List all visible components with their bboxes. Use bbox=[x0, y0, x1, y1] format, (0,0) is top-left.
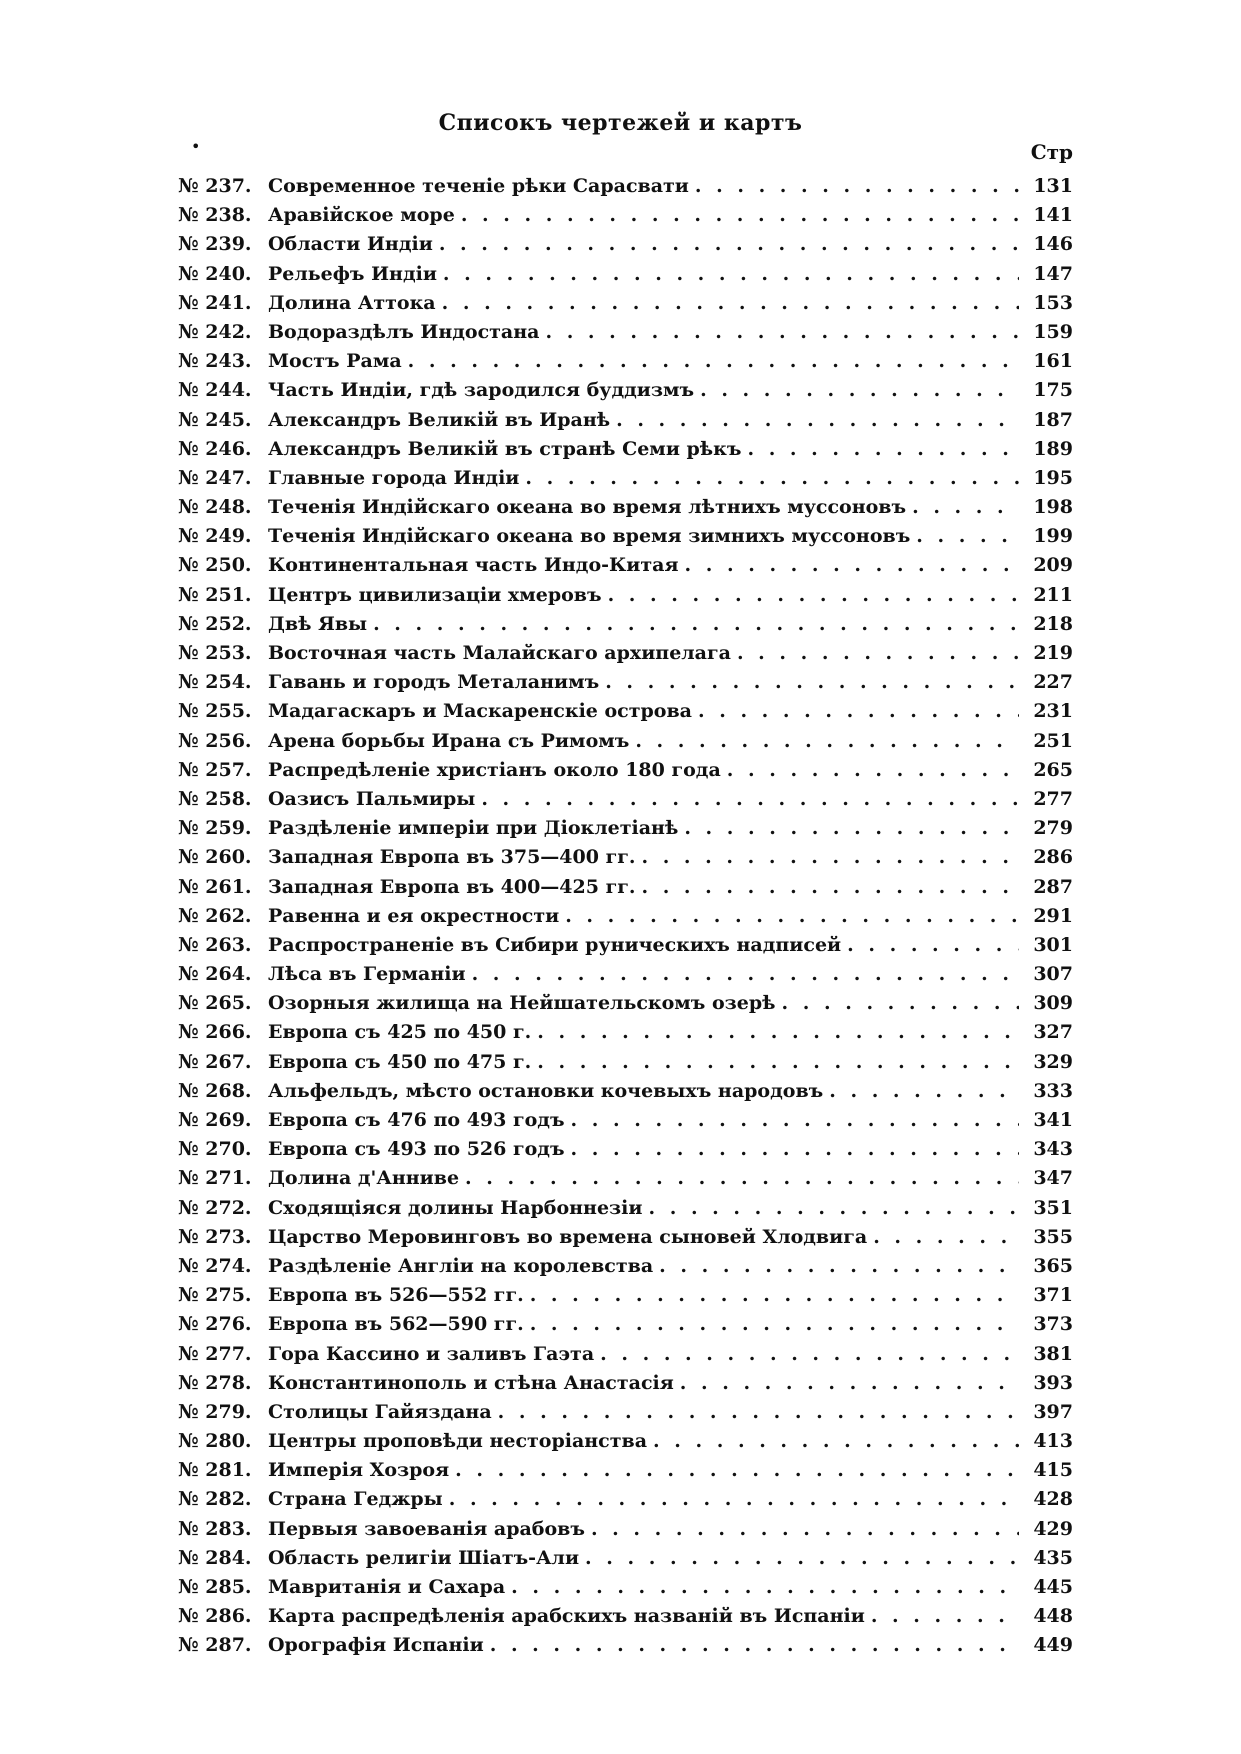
dot-leader bbox=[545, 318, 1019, 347]
entry-title: Страна Геджры bbox=[268, 1488, 443, 1511]
dot-leader bbox=[439, 230, 1019, 259]
dot-leader bbox=[684, 814, 1019, 843]
toc-entry bbox=[178, 318, 1073, 347]
dot-leader bbox=[525, 464, 1019, 493]
entry-page-number: 301 bbox=[1033, 933, 1073, 956]
entry-page-number: 341 bbox=[1033, 1109, 1073, 1131]
entry-number: № 257. bbox=[178, 758, 252, 781]
entry-title: Европа въ 562—590 гг. bbox=[268, 1313, 524, 1336]
toc-entry bbox=[178, 1048, 1073, 1077]
entry-number: № 247. bbox=[178, 466, 252, 489]
entry-number: № 248. bbox=[178, 496, 252, 519]
entry-page-number: 187 bbox=[1033, 408, 1073, 431]
entry-number: № 277. bbox=[178, 1342, 252, 1365]
entry-number: № 237. bbox=[178, 175, 252, 197]
toc-entry bbox=[178, 1573, 1073, 1602]
entry-number: № 263. bbox=[178, 933, 252, 956]
dot-leader bbox=[782, 989, 1019, 1018]
dot-leader bbox=[871, 1602, 1019, 1631]
entry-title: Европа съ 476 по 493 годъ bbox=[268, 1109, 565, 1131]
dot-leader bbox=[737, 639, 1019, 668]
entry-number: № 271. bbox=[178, 1167, 252, 1190]
entry-page-number: 231 bbox=[1033, 700, 1073, 723]
entry-page-number: 131 bbox=[1033, 175, 1073, 197]
entry-page-number: 429 bbox=[1033, 1517, 1073, 1540]
dot-leader bbox=[641, 873, 1019, 902]
entry-page-number: 333 bbox=[1033, 1079, 1073, 1102]
toc-entry bbox=[178, 843, 1073, 872]
entry-title: Европа съ 450 по 475 г. bbox=[268, 1050, 532, 1073]
entry-page-number: 435 bbox=[1033, 1546, 1073, 1569]
entry-page-number: 365 bbox=[1033, 1254, 1073, 1277]
dot-leader bbox=[537, 1018, 1019, 1047]
entry-number: № 264. bbox=[178, 963, 252, 986]
entry-number: № 241. bbox=[178, 291, 252, 314]
entry-title: Орографія Испаніи bbox=[268, 1634, 484, 1657]
toc-entry bbox=[178, 230, 1073, 259]
dot-leader bbox=[847, 931, 1019, 960]
entry-number: № 242. bbox=[178, 320, 252, 343]
entry-page-number: 147 bbox=[1033, 262, 1073, 285]
dot-leader bbox=[653, 1427, 1019, 1456]
toc-entry bbox=[178, 1310, 1073, 1339]
entry-page-number: 198 bbox=[1033, 496, 1073, 519]
entry-title: Гавань и городъ Металанимъ bbox=[268, 671, 600, 694]
entry-title: Мавританія и Сахара bbox=[268, 1576, 506, 1598]
entry-page-number: 218 bbox=[1033, 612, 1073, 635]
toc-entry bbox=[178, 1427, 1073, 1456]
toc-entry bbox=[178, 551, 1073, 580]
entry-number: № 269. bbox=[178, 1109, 252, 1131]
entry-number: № 255. bbox=[178, 700, 252, 723]
toc-entry bbox=[178, 1398, 1073, 1427]
toc-entry bbox=[178, 201, 1073, 230]
entry-page-number: 141 bbox=[1033, 204, 1073, 227]
dot-leader bbox=[461, 201, 1019, 230]
toc-entry bbox=[178, 610, 1073, 639]
entry-title: Лѣса въ Германіи bbox=[268, 963, 466, 986]
entry-number: № 256. bbox=[178, 729, 252, 752]
dot-leader bbox=[511, 1573, 1019, 1602]
entry-number: № 283. bbox=[178, 1517, 252, 1540]
toc-entry bbox=[178, 289, 1073, 318]
entry-number: № 261. bbox=[178, 875, 252, 898]
entry-page-number: 448 bbox=[1033, 1605, 1073, 1628]
entry-number: № 252. bbox=[178, 612, 252, 635]
entry-page-number: 307 bbox=[1033, 963, 1073, 986]
entry-number: № 253. bbox=[178, 642, 252, 664]
bullet-mark: • bbox=[191, 137, 201, 156]
entry-page-number: 445 bbox=[1033, 1576, 1073, 1598]
dot-leader bbox=[585, 1544, 1019, 1573]
entry-title: Столицы Гайяздана bbox=[268, 1400, 492, 1423]
dot-leader bbox=[698, 697, 1019, 726]
entry-title: Равенна и ея окрестности bbox=[268, 904, 560, 927]
entry-page-number: 279 bbox=[1033, 817, 1073, 840]
toc-entry bbox=[178, 902, 1073, 931]
dot-leader bbox=[442, 289, 1019, 318]
entry-number: № 272. bbox=[178, 1196, 252, 1219]
toc-entry bbox=[178, 1194, 1073, 1223]
toc-entry bbox=[178, 172, 1073, 201]
toc-entry bbox=[178, 1631, 1073, 1660]
dot-leader bbox=[912, 493, 1019, 522]
toc-entry bbox=[178, 639, 1073, 668]
entry-number: № 249. bbox=[178, 525, 252, 548]
toc-entry bbox=[178, 873, 1073, 902]
toc-entry bbox=[178, 1456, 1073, 1485]
dot-leader bbox=[443, 260, 1019, 289]
dot-leader bbox=[616, 406, 1019, 435]
toc-entry bbox=[178, 1164, 1073, 1193]
toc-entry bbox=[178, 1515, 1073, 1544]
entry-title: Центръ цивилизаціи хмеровъ bbox=[268, 583, 602, 606]
entry-number: № 262. bbox=[178, 904, 252, 927]
entry-number: № 244. bbox=[178, 379, 252, 402]
entry-title: Распредѣленіе христіанъ около 180 года bbox=[268, 758, 721, 781]
entry-page-number: 393 bbox=[1033, 1371, 1073, 1394]
toc-entry bbox=[178, 406, 1073, 435]
entry-page-number: 153 bbox=[1033, 291, 1073, 314]
toc-entry bbox=[178, 756, 1073, 785]
entry-number: № 274. bbox=[178, 1254, 252, 1277]
toc-entry bbox=[178, 1252, 1073, 1281]
entry-title: Европа съ 425 по 450 г. bbox=[268, 1021, 532, 1044]
dot-leader bbox=[635, 727, 1019, 756]
dot-leader bbox=[530, 1281, 1019, 1310]
toc-entry bbox=[178, 435, 1073, 464]
entry-page-number: 227 bbox=[1033, 671, 1073, 694]
entry-title: Восточная часть Малайскаго архипелага bbox=[268, 642, 731, 664]
dot-leader bbox=[571, 1135, 1019, 1164]
entry-number: № 276. bbox=[178, 1313, 252, 1336]
entry-title: Рельефъ Индіи bbox=[268, 262, 437, 285]
dot-leader bbox=[465, 1164, 1019, 1193]
entry-title: Александръ Великій въ странѣ Семи рѣкъ bbox=[268, 437, 742, 460]
toc-entry bbox=[178, 697, 1073, 726]
entry-page-number: 287 bbox=[1033, 875, 1073, 898]
dot-leader bbox=[685, 551, 1019, 580]
toc-entry bbox=[178, 960, 1073, 989]
entry-page-number: 397 bbox=[1033, 1400, 1073, 1423]
entry-title: Долина Аттока bbox=[268, 291, 436, 314]
dot-leader bbox=[680, 1369, 1019, 1398]
entry-title: Водораздѣлъ Индостана bbox=[268, 320, 540, 343]
entry-title: Оазисъ Пальмиры bbox=[268, 787, 476, 810]
entry-title: Двѣ Явы bbox=[268, 612, 368, 635]
dot-leader bbox=[455, 1456, 1019, 1485]
toc-entry bbox=[178, 1106, 1073, 1135]
entry-number: № 243. bbox=[178, 350, 252, 373]
toc-entry bbox=[178, 1485, 1073, 1514]
entry-title: Имперія Хозроя bbox=[268, 1459, 450, 1482]
entry-title: Часть Индіи, гдѣ зародился буддизмъ bbox=[268, 379, 695, 402]
entry-number: № 265. bbox=[178, 992, 252, 1015]
toc-entry bbox=[178, 1602, 1073, 1631]
page-column-header: Стр bbox=[1030, 140, 1073, 164]
toc-entry bbox=[178, 376, 1073, 405]
entry-page-number: 329 bbox=[1033, 1050, 1073, 1073]
entry-page-number: 327 bbox=[1033, 1021, 1073, 1044]
entry-title: Области Индіи bbox=[268, 233, 433, 256]
entry-page-number: 161 bbox=[1033, 350, 1073, 373]
entry-title: Континентальная часть Индо-Китая bbox=[268, 554, 679, 577]
entry-number: № 251. bbox=[178, 583, 252, 606]
entry-page-number: 355 bbox=[1033, 1225, 1073, 1248]
toc-entry bbox=[178, 347, 1073, 376]
dot-leader bbox=[472, 960, 1019, 989]
entry-title: Центры проповѣди несторіанства bbox=[268, 1430, 648, 1453]
entry-page-number: 309 bbox=[1033, 992, 1073, 1015]
dot-leader bbox=[605, 668, 1019, 697]
toc-entry bbox=[178, 1544, 1073, 1573]
toc-entry bbox=[178, 785, 1073, 814]
entry-number: № 267. bbox=[178, 1050, 252, 1073]
dot-leader bbox=[600, 1340, 1019, 1369]
entry-title: Аравійское море bbox=[268, 204, 455, 227]
entry-title: Арена борьбы Ирана съ Римомъ bbox=[268, 729, 630, 752]
entry-number: № 275. bbox=[178, 1284, 252, 1307]
dot-leader bbox=[727, 756, 1019, 785]
entry-page-number: 373 bbox=[1033, 1313, 1073, 1336]
entry-page-number: 428 bbox=[1033, 1488, 1073, 1511]
dot-leader bbox=[873, 1223, 1019, 1252]
entry-page-number: 343 bbox=[1033, 1138, 1073, 1161]
entry-title: Теченія Индійскаго океана во время лѣтнихъ муссоновъ bbox=[268, 496, 907, 519]
dot-leader bbox=[747, 435, 1019, 464]
dot-leader bbox=[695, 172, 1019, 201]
entry-number: № 239. bbox=[178, 233, 252, 256]
toc-entry bbox=[178, 1223, 1073, 1252]
page-title: Списокъ чертежей и картъ bbox=[438, 110, 803, 136]
entry-title: Теченія Индійскаго океана во время зимнихъ муссоновъ bbox=[268, 525, 911, 548]
toc-entry bbox=[178, 493, 1073, 522]
entry-number: № 245. bbox=[178, 408, 252, 431]
entry-number: № 284. bbox=[178, 1546, 252, 1569]
entry-title: Распространеніе въ Сибири руническихъ надписей bbox=[268, 933, 842, 956]
entry-page-number: 415 bbox=[1033, 1459, 1073, 1482]
entry-page-number: 381 bbox=[1033, 1342, 1073, 1365]
entry-number: № 240. bbox=[178, 262, 252, 285]
entry-title: Константинополь и стѣна Анастасія bbox=[268, 1371, 674, 1394]
toc-entry bbox=[178, 1135, 1073, 1164]
entry-number: № 273. bbox=[178, 1225, 252, 1248]
entry-page-number: 251 bbox=[1033, 729, 1073, 752]
entry-page-number: 291 bbox=[1033, 904, 1073, 927]
dot-leader bbox=[565, 902, 1019, 931]
toc-entry bbox=[178, 522, 1073, 551]
toc-entry bbox=[178, 1077, 1073, 1106]
entry-title: Западная Европа въ 400—425 гг. bbox=[268, 875, 636, 898]
entry-number: № 270. bbox=[178, 1138, 252, 1161]
entry-title: Альфельдъ, мѣсто остановки кочевыхъ народовъ bbox=[268, 1079, 824, 1102]
entry-page-number: 175 bbox=[1033, 379, 1073, 402]
entry-title: Мостъ Рама bbox=[268, 350, 402, 373]
entry-title: Европа съ 493 по 526 годъ bbox=[268, 1138, 565, 1161]
entry-number: № 280. bbox=[178, 1430, 252, 1453]
entry-number: № 282. bbox=[178, 1488, 252, 1511]
dot-leader bbox=[373, 610, 1019, 639]
entry-page-number: 449 bbox=[1033, 1634, 1073, 1657]
dot-leader bbox=[641, 843, 1019, 872]
dot-leader bbox=[608, 581, 1019, 610]
entry-number: № 254. bbox=[178, 671, 252, 694]
dot-leader bbox=[449, 1485, 1019, 1514]
toc-entry bbox=[178, 464, 1073, 493]
entry-number: № 268. bbox=[178, 1079, 252, 1102]
toc-entry bbox=[178, 668, 1073, 697]
toc-entry bbox=[178, 1281, 1073, 1310]
entry-page-number: 199 bbox=[1033, 525, 1073, 548]
entry-title: Сходящіяся долины Нарбоннезіи bbox=[268, 1196, 643, 1219]
entry-number: № 266. bbox=[178, 1021, 252, 1044]
entry-title: Гора Кассино и заливъ Гаэта bbox=[268, 1342, 595, 1365]
entry-number: № 281. bbox=[178, 1459, 252, 1482]
toc-entry bbox=[178, 727, 1073, 756]
dot-leader bbox=[571, 1106, 1019, 1135]
entry-page-number: 286 bbox=[1033, 846, 1073, 869]
entry-number: № 279. bbox=[178, 1400, 252, 1423]
entry-page-number: 209 bbox=[1033, 554, 1073, 577]
entry-page-number: 159 bbox=[1033, 320, 1073, 343]
entry-page-number: 195 bbox=[1033, 466, 1073, 489]
entry-page-number: 347 bbox=[1033, 1167, 1073, 1190]
dot-leader bbox=[648, 1194, 1019, 1223]
toc-entry bbox=[178, 1369, 1073, 1398]
dot-leader bbox=[537, 1048, 1019, 1077]
entry-title: Царство Меровинговъ во времена сыновей Хлодвига bbox=[268, 1225, 868, 1248]
entry-number: № 246. bbox=[178, 437, 252, 460]
dot-leader bbox=[481, 785, 1019, 814]
entry-title: Область религіи Шіатъ-Али bbox=[268, 1546, 580, 1569]
toc-entry bbox=[178, 581, 1073, 610]
entry-number: № 287. bbox=[178, 1634, 252, 1657]
entry-number: № 260. bbox=[178, 846, 252, 869]
dot-leader bbox=[490, 1631, 1019, 1660]
dot-leader bbox=[498, 1398, 1019, 1427]
dot-leader bbox=[591, 1515, 1019, 1544]
entry-page-number: 189 bbox=[1033, 437, 1073, 460]
entry-title: Современное теченіе рѣки Сарасвати bbox=[268, 175, 689, 197]
entry-title: Александръ Великій въ Иранѣ bbox=[268, 408, 611, 431]
dot-leader bbox=[700, 376, 1019, 405]
toc-entry bbox=[178, 814, 1073, 843]
entry-page-number: 371 bbox=[1033, 1284, 1073, 1307]
toc-entry bbox=[178, 1018, 1073, 1047]
toc-entry bbox=[178, 1340, 1073, 1369]
entry-number: № 238. bbox=[178, 204, 252, 227]
entry-page-number: 277 bbox=[1033, 787, 1073, 810]
toc-entry bbox=[178, 931, 1073, 960]
entry-number: № 250. bbox=[178, 554, 252, 577]
entry-number: № 286. bbox=[178, 1605, 252, 1628]
entry-title: Раздѣленіе имперіи при Діоклетіанѣ bbox=[268, 817, 679, 840]
entry-title: Первыя завоеванія арабовъ bbox=[268, 1517, 585, 1540]
entry-number: № 258. bbox=[178, 787, 252, 810]
entry-page-number: 211 bbox=[1033, 583, 1073, 606]
entry-number: № 278. bbox=[178, 1371, 252, 1394]
entry-title: Долина д'Анниве bbox=[268, 1167, 460, 1190]
entry-title: Европа въ 526—552 гг. bbox=[268, 1284, 524, 1307]
entry-page-number: 413 bbox=[1033, 1430, 1073, 1453]
toc-entry bbox=[178, 989, 1073, 1018]
dot-leader bbox=[659, 1252, 1019, 1281]
table-of-contents bbox=[178, 172, 1073, 1661]
toc-entry bbox=[178, 260, 1073, 289]
entry-page-number: 351 bbox=[1033, 1196, 1073, 1219]
entry-title: Главные города Индіи bbox=[268, 466, 520, 489]
entry-number: № 285. bbox=[178, 1576, 252, 1598]
dot-leader bbox=[829, 1077, 1019, 1106]
dot-leader bbox=[530, 1310, 1019, 1339]
entry-title: Раздѣленіе Англіи на королевства bbox=[268, 1254, 654, 1277]
entry-page-number: 146 bbox=[1033, 233, 1073, 256]
entry-title: Западная Европа въ 375—400 гг. bbox=[268, 846, 636, 869]
entry-title: Карта распредѣленія арабскихъ названій въ Испаніи bbox=[268, 1605, 865, 1628]
dot-leader bbox=[916, 522, 1019, 551]
entry-title: Озорныя жилища на Нейшательскомъ озерѣ bbox=[268, 992, 776, 1015]
entry-page-number: 219 bbox=[1033, 642, 1073, 664]
entry-page-number: 265 bbox=[1033, 758, 1073, 781]
entry-title: Мадагаскаръ и Маскаренскіе острова bbox=[268, 700, 692, 723]
entry-number: № 259. bbox=[178, 817, 252, 840]
dot-leader bbox=[408, 347, 1019, 376]
